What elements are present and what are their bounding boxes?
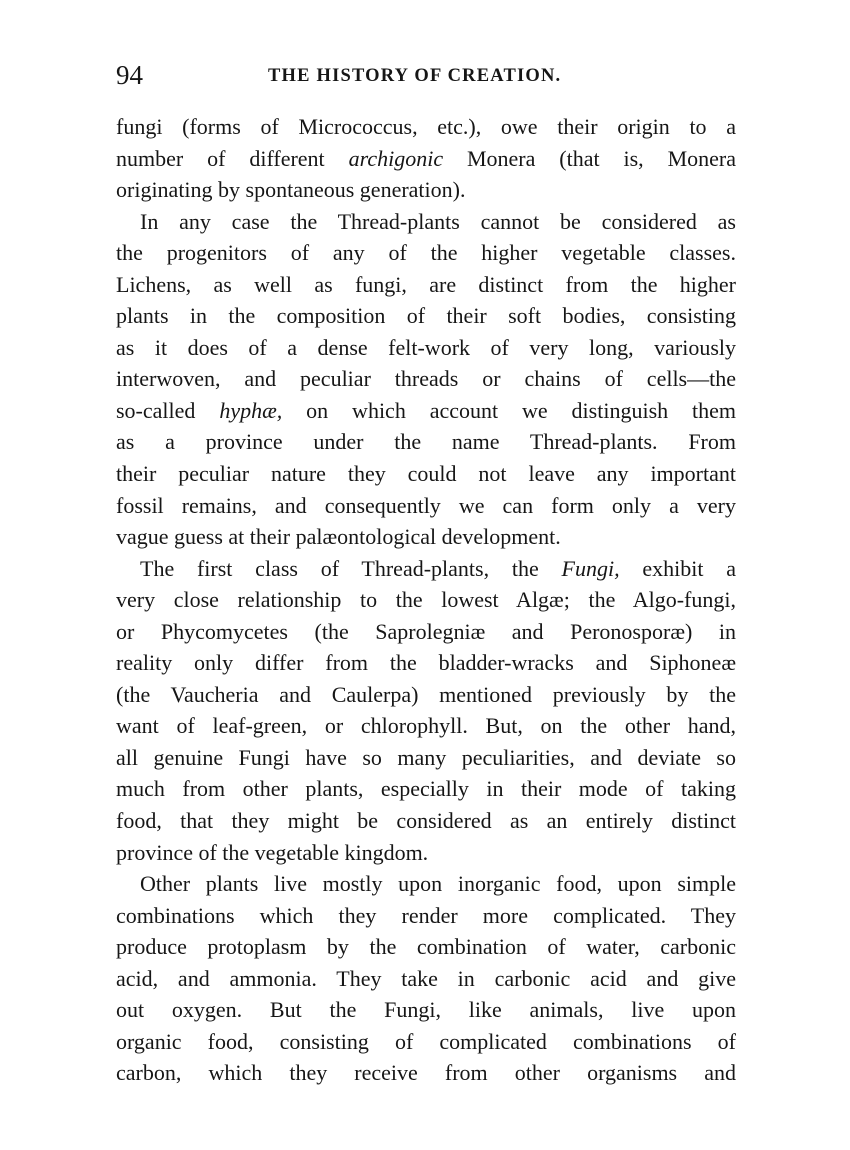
text-line: Lichens, as well as fungi, are distinct from the higher [116,271,736,297]
text-line: acid, and ammonia. They take in carbonic acid and give [116,965,736,991]
text-run: number of different [116,145,349,171]
paragraph-1 [116,111,736,206]
text-line: interwoven, and peculiar threads or chains of cells—the [116,366,736,392]
text-run: Monera (that is, Monera [443,145,736,171]
text-line: reality only differ from the bladder-wracks and Siphoneæ [116,650,736,676]
text-line: province of the vegetable kingdom. [116,839,429,865]
paragraph-3 [116,553,736,868]
text-line: their peculiar nature they could not leave any important [116,461,736,487]
text-line: food, that they might be considered as an entirely distinct [116,808,736,834]
text-line: want of leaf-green, or chlorophyll. But, on the other hand, [116,713,736,739]
text-line: plants in the composition of their soft bodies, consisting [116,303,736,329]
text-line [116,143,736,175]
text-line: all genuine Fungi have so many peculiarities, and deviate so [116,744,736,770]
text-line: fungi (forms of Micrococcus, etc.), owe their origin to a [116,114,736,139]
text-line: In any case the Thread-plants cannot be considered as [140,208,736,234]
text-line [116,553,736,585]
page-header [116,58,734,92]
text-run: exhibit a [619,555,736,581]
text-run: The first class of Thread-plants, the [140,555,562,581]
text-line: Other plants live mostly upon inorganic food, upon simple [140,871,736,897]
text-line: very close relationship to the lowest Algæ; the Algo-fungi, [116,587,736,613]
paragraph-4 [116,868,736,1089]
text-line: carbon, which they receive from other organisms and [116,1060,736,1086]
italic-term: Fungi, [561,555,620,581]
text-line: much from other plants, especially in their mode of taking [116,776,736,802]
text-line: produce protoplasm by the combination of water, carbonic [116,934,736,960]
page-number: 94 [116,60,143,90]
text-line: vague guess at their palæontological development. [116,524,561,550]
text-line: originating by spontaneous generation). [116,177,466,203]
text-line: (the Vaucheria and Caulerpa) mentioned previously by the [116,681,736,707]
text-run: on which account we distinguish them [282,397,737,423]
running-title: THE HISTORY OF CREATION. [268,66,562,86]
text-line [116,395,736,427]
text-run: so-called [116,397,220,423]
italic-term: archigonic [348,145,444,171]
text-line: organic food, consisting of complicated combinations of [116,1028,736,1054]
text-line: out oxygen. But the Fungi, like animals, live upon [116,997,736,1023]
text-line: as it does of a dense felt-work of very long, variously [116,334,736,360]
body-text [116,111,736,1089]
text-line: the progenitors of any of the higher vegetable classes. [116,240,736,266]
text-line: fossil remains, and consequently we can form only a very [116,492,736,518]
paragraph-2 [116,206,736,553]
italic-term: hyphæ, [219,397,283,423]
text-line: as a province under the name Thread-plants. From [116,429,736,455]
text-line: combinations which they render more complicated. They [116,902,736,928]
text-line: or Phycomycetes (the Saprolegniæ and Peronosporæ) in [116,618,736,644]
